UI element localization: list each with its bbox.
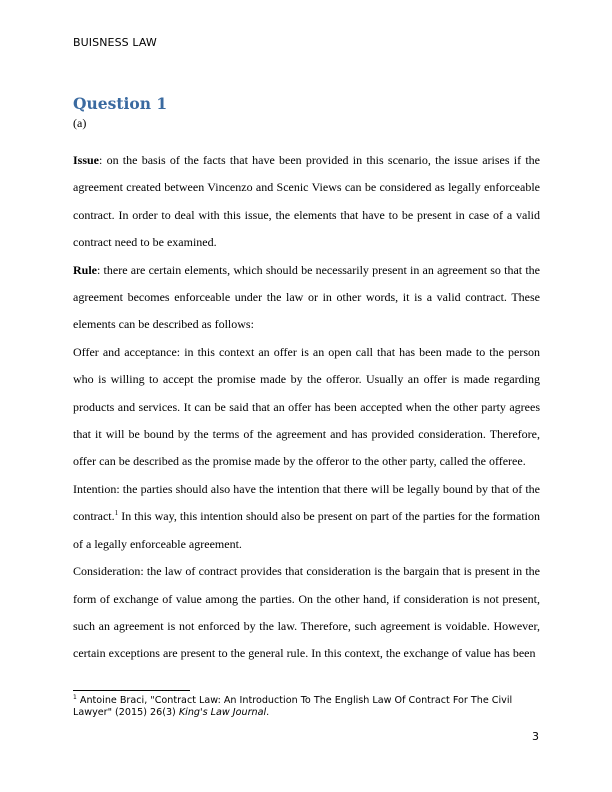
rule-paragraph <box>73 257 540 339</box>
intention-paragraph <box>73 476 540 558</box>
question-heading: Question 1 <box>73 94 168 113</box>
page-header: BUISNESS LAW <box>73 36 157 49</box>
footnote-number: 1 <box>73 694 77 701</box>
offer-paragraph: Offer and acceptance: in this context an offer is an open call that has been made to the person who is willing to accept the promise made by the offeror. Usually an offer is made regarding products and services. It can be said that an offer has been accepted when the other party agrees that it will be bound by the terms of the agreement and has provided consideration. Therefore, offer can be described as the promise made by the offeror to the other party, called the offeree. <box>73 344 540 469</box>
issue-text: : on the basis of the facts that have been provided in this scenario, the issue arises if the agreement created between Vincenzo and Scenic Views can be considered as legally enforceable contract. In order to deal with this issue, the elements that have to be present in case of a valid contract need to be examined. <box>73 153 540 250</box>
footnote-end: . <box>266 707 270 718</box>
footnote-journal: King's Law Journal <box>178 707 267 718</box>
part-label: (a) <box>73 116 87 130</box>
footnote-divider <box>73 690 190 691</box>
body-text <box>73 147 540 668</box>
issue-paragraph <box>73 147 540 257</box>
intention-text-after: In this way, this intention should also be present on part of the parties for the formation of a legally enforceable agreement. <box>73 509 540 551</box>
intention-text-before: Intention: the parties should also have the intention that there will be legally bound by that of the contract. <box>73 481 540 524</box>
rule-label: Rule <box>73 262 97 277</box>
consideration-paragraph: Consideration: the law of contract provides that consideration is the bargain that is present in the form of exchange of value among the parties. On the other hand, if consideration is not present, such an agreement is not enforced by the law. Therefore, such agreement is voidable. However, certain exceptions are present to the general rule. In this context, the exchange of value has been <box>73 564 540 661</box>
footnote-reference[interactable]: 1 <box>114 509 119 518</box>
rule-text: : there are certain elements, which should be necessarily present in an agreement so that the agreement becomes enforceable under the law or in other words, it is a valid contract. These elements can be described as follows: <box>73 262 540 332</box>
page-number: 3 <box>532 730 539 743</box>
footnote <box>73 695 543 719</box>
issue-label: Issue <box>73 153 100 167</box>
footnote-text: Antoine Braci, "Contract Law: An Introduction To The English Law Of Contract For The Civil Lawyer" (2015) 26(3) <box>73 695 513 718</box>
